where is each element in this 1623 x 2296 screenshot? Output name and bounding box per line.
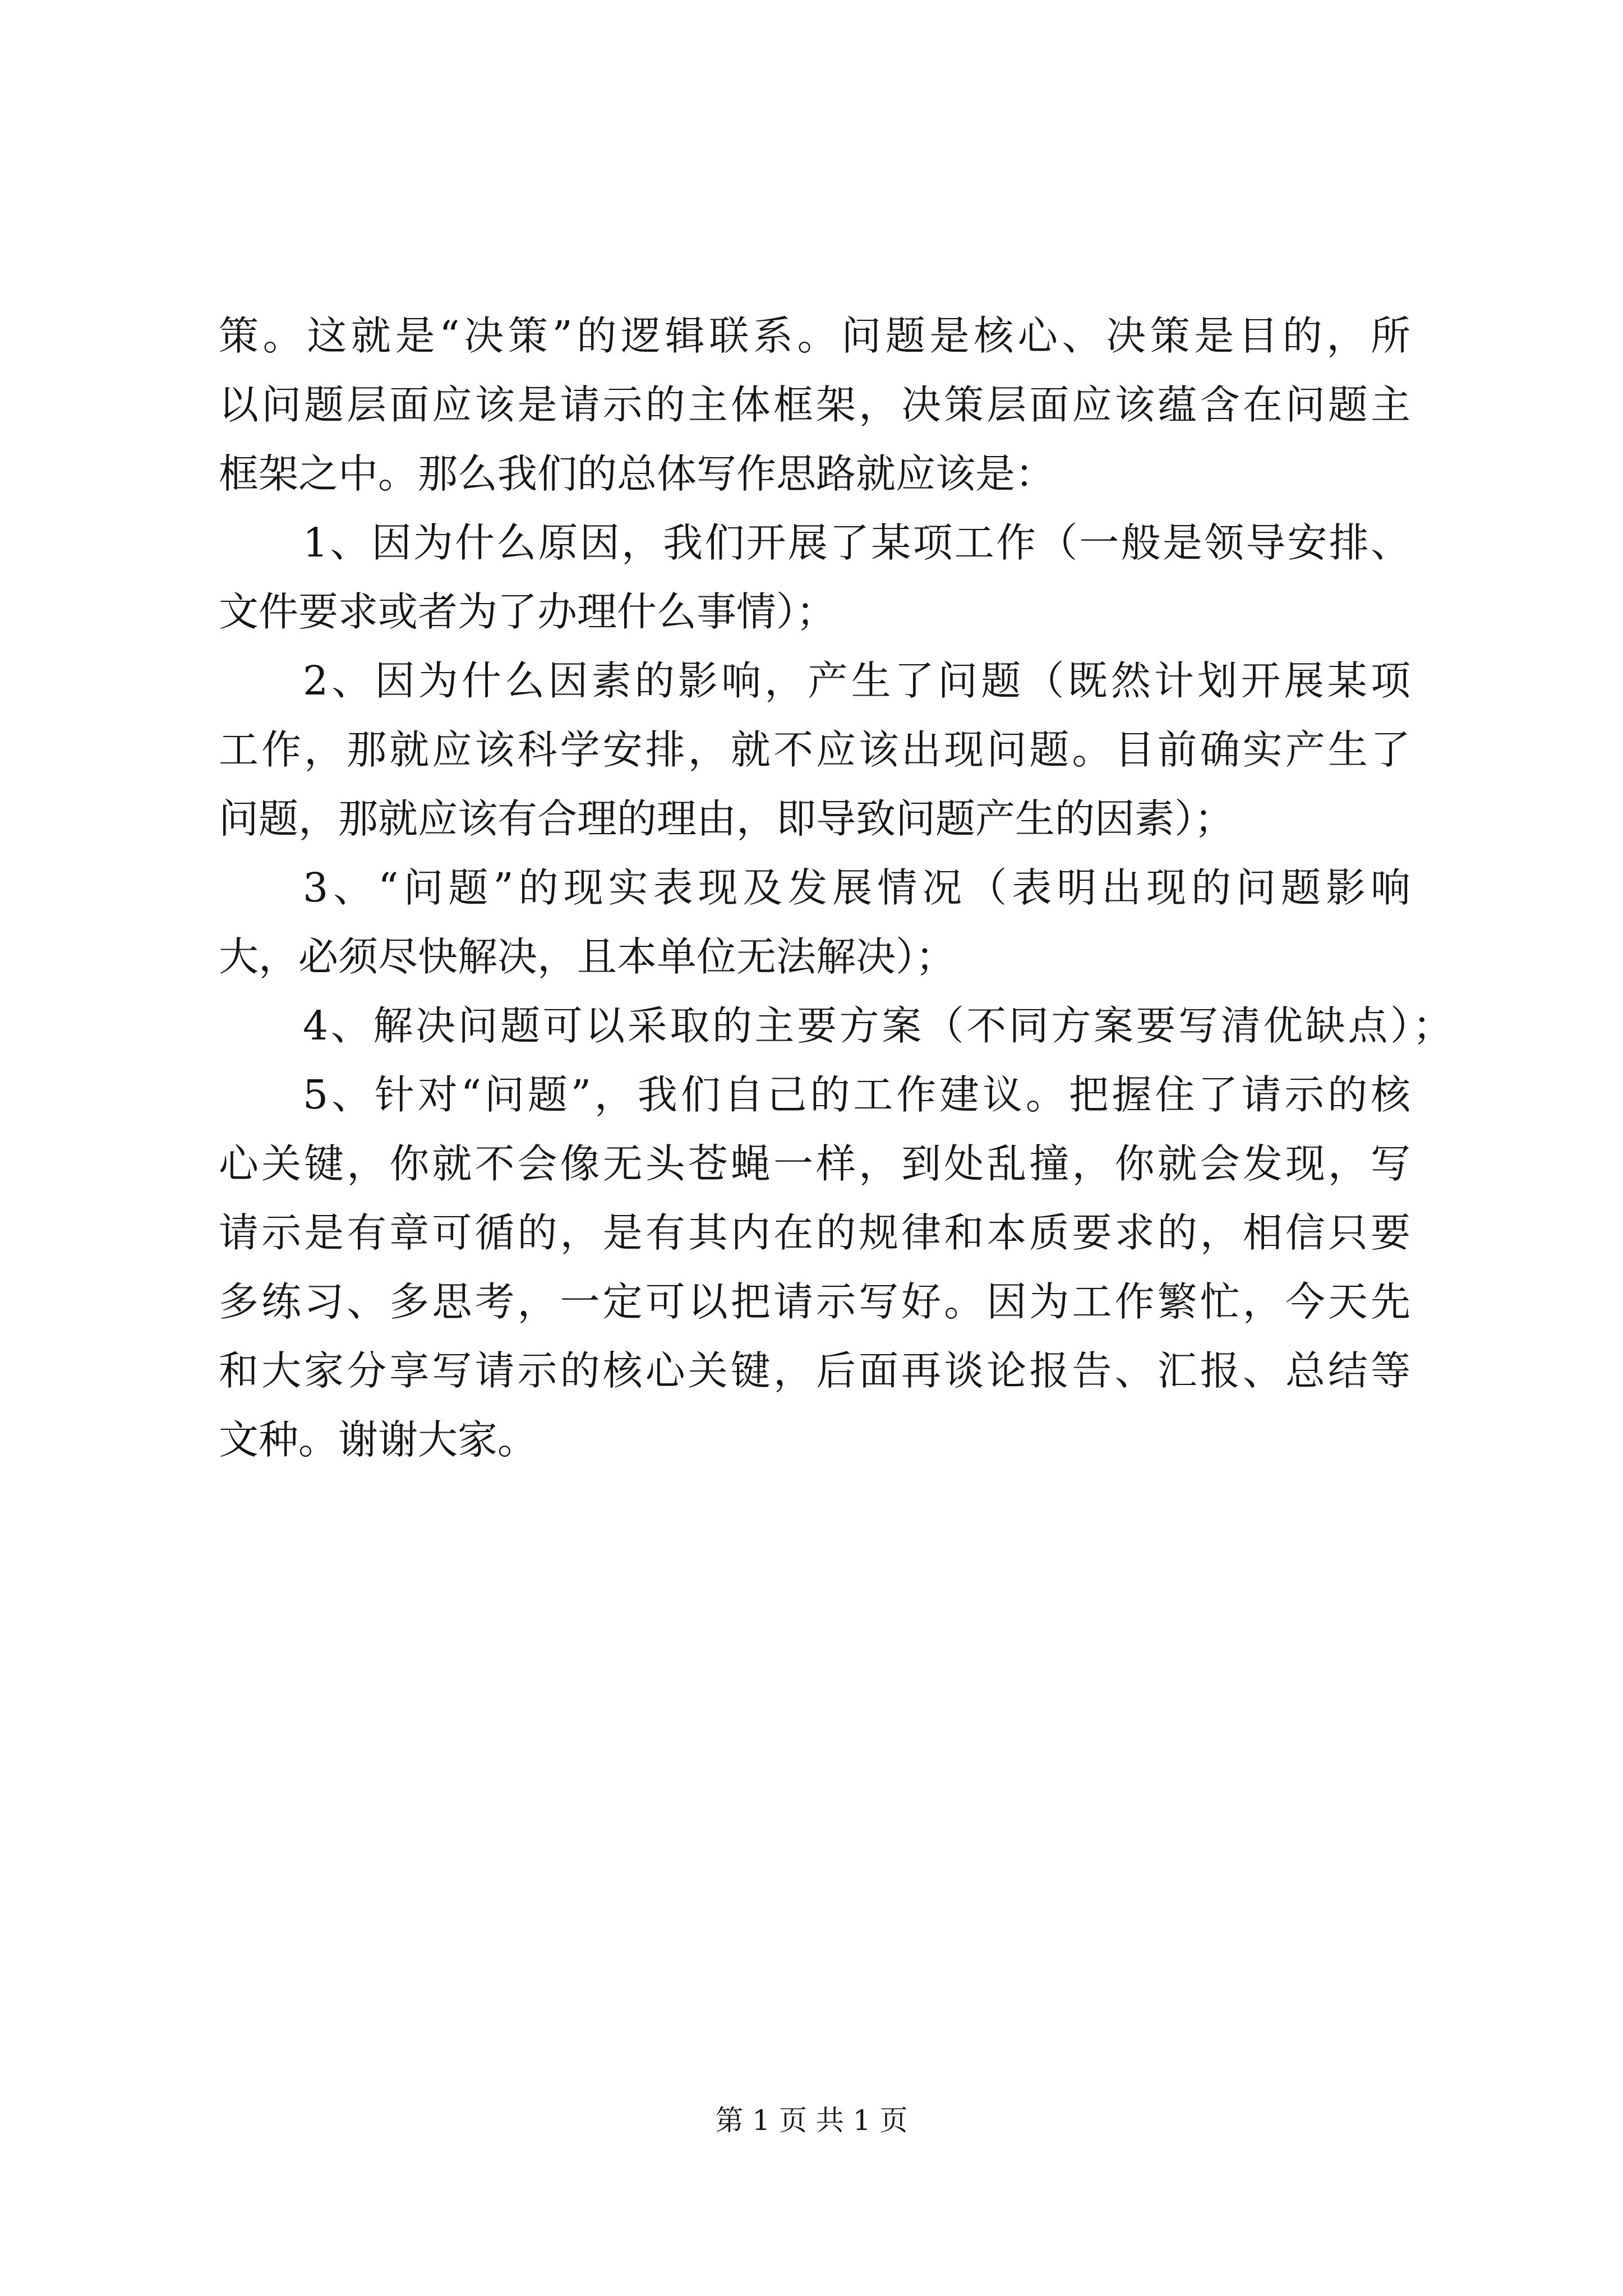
- list-item-3-line-2: 大，必须尽快解决，且本单位无法解决）；: [219, 933, 956, 980]
- page-footer: 第 1 页 共 1 页: [715, 2104, 908, 2137]
- list-item-1-line-1: 1、因为什么原因，我们开展了某项工作（一般是领导安排、: [303, 519, 1410, 566]
- list-item-5-line-1: 5、针对“问题”，我们自己的工作建议。把握住了请示的核: [303, 1071, 1410, 1118]
- body-line-2: 以问题层面应该是请示的主体框架，决策层面应该蕴含在问题主: [219, 381, 1410, 428]
- list-item-5-line-5: 和大家分享写请示的核心关键，后面再谈论报告、汇报、总结等: [219, 1347, 1410, 1394]
- list-item-2-line-3: 问题，那就应该有合理的理由，即导致问题产生的因素）；: [219, 795, 1234, 842]
- list-item-5-line-3: 请示是有章可循的，是有其内在的规律和本质要求的，相信只要: [219, 1209, 1410, 1256]
- body-line-1: 策。这就是“决策”的逻辑联系。问题是核心、决策是目的，所: [219, 312, 1410, 359]
- list-item-3-line-1: 3、“问题”的现实表现及发展情况（表明出现的问题影响: [303, 864, 1410, 911]
- list-item-2-line-1: 2、因为什么因素的影响，产生了问题（既然计划开展某项: [303, 657, 1410, 704]
- list-item-5-line-2: 心关键，你就不会像无头苍蝇一样，到处乱撞，你就会发现，写: [219, 1140, 1410, 1187]
- list-item-2-line-2: 工作，那就应该科学安排，就不应该出现问题。目前确实产生了: [219, 726, 1410, 773]
- body-line-3: 框架之中。那么我们的总体写作思路就应该是：: [219, 450, 1055, 497]
- list-item-4-line-1: 4、解决问题可以采取的主要方案（不同方案要写清优缺点）；: [303, 1002, 1453, 1049]
- list-item-5-line-6: 文种。谢谢大家。: [219, 1416, 538, 1463]
- list-item-5-line-4: 多练习、多思考，一定可以把请示写好。因为工作繁忙，今天先: [219, 1278, 1410, 1325]
- list-item-1-line-2: 文件要求或者为了办理什么事情）；: [219, 588, 836, 635]
